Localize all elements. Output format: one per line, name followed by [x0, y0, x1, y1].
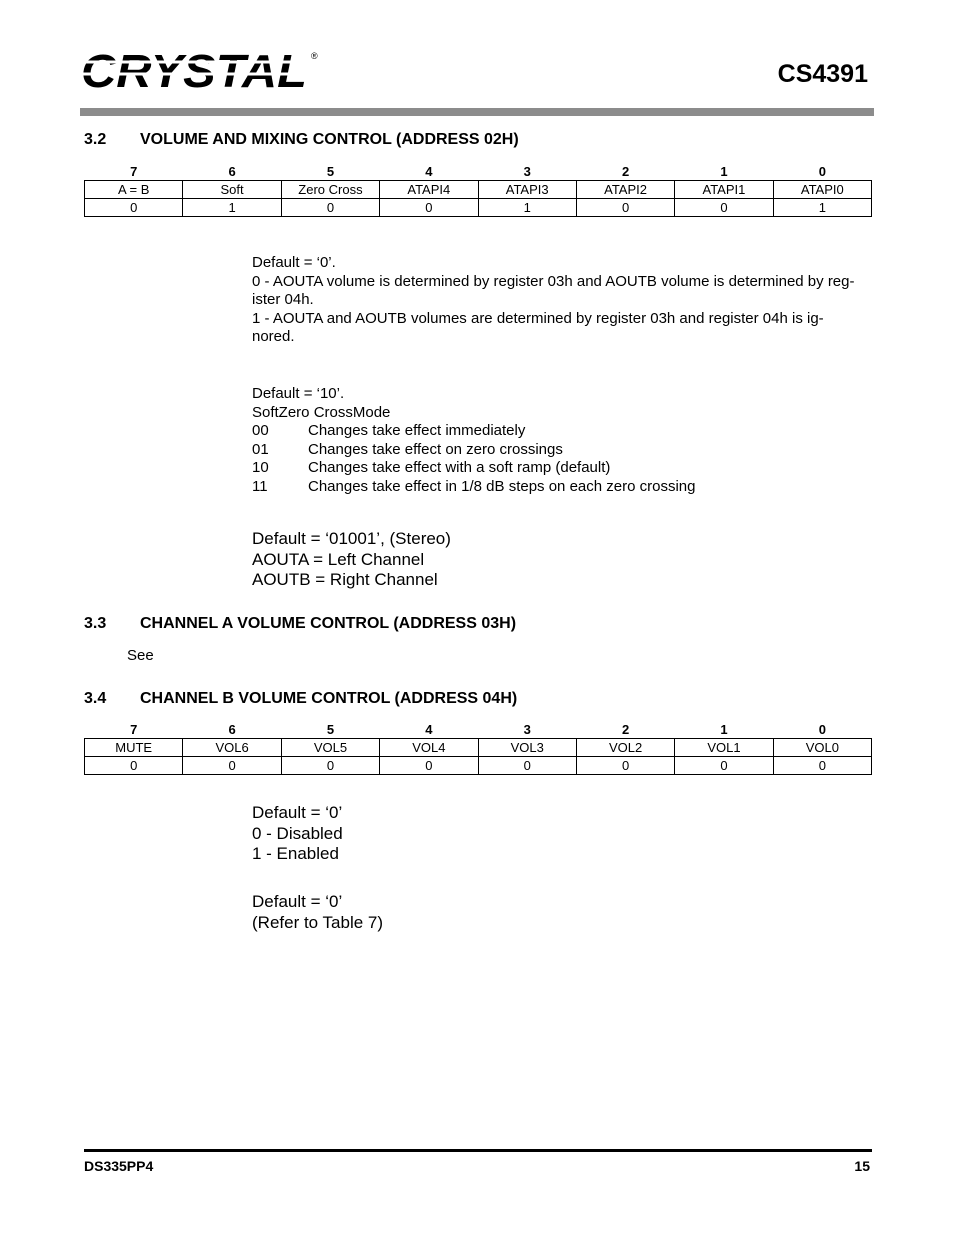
bit-default: 0	[675, 199, 773, 217]
part-number: CS4391	[777, 60, 868, 88]
register-02h-table	[84, 162, 872, 217]
section-3-3-title: CHANNEL A VOLUME CONTROL (ADDRESS 03H)	[140, 615, 517, 632]
crystal-logo	[79, 47, 319, 93]
vol-description	[252, 892, 383, 933]
bit-default: 0	[183, 757, 281, 775]
bit-number: 0	[818, 163, 826, 179]
bit-name: ATAPI0	[773, 181, 871, 199]
register-04h-table	[84, 720, 872, 775]
bit-number-row	[85, 720, 872, 739]
section-3-3-body: See	[127, 647, 154, 664]
bit-default: 0	[85, 757, 183, 775]
mode-row	[252, 441, 874, 460]
bit-name: ATAPI2	[576, 181, 674, 199]
bit-name: A = B	[85, 181, 183, 199]
mode-code: 01	[252, 440, 269, 458]
bit-default: 0	[576, 199, 674, 217]
atapi-line-2: AOUTB = Right Channel	[252, 570, 438, 589]
atapi-default: Default = ‘01001’, (Stereo)	[252, 529, 451, 548]
bit-number: 7	[130, 163, 138, 179]
soft-default: Default = ‘10’.	[252, 385, 345, 402]
bit-name: ATAPI3	[478, 181, 576, 199]
bit-default: 0	[380, 199, 478, 217]
bit-default-row	[85, 757, 872, 775]
mode-code: 00	[252, 422, 269, 440]
bit-name: VOL1	[675, 739, 773, 757]
bit-name: Soft	[183, 181, 281, 199]
header-bar	[80, 108, 874, 116]
section-3-4-title: CHANNEL B VOLUME CONTROL (ADDRESS 04H)	[140, 690, 518, 707]
bit-default: 0	[675, 757, 773, 775]
atapi-description	[252, 529, 451, 591]
footer-rule	[84, 1149, 872, 1152]
ab-line-1: 1 - AOUTA and AOUTB volumes are determined by register 03h and register 04h is ig-	[252, 309, 824, 327]
bit-number: 7	[130, 721, 138, 737]
vol-line-1: (Refer to Table 7)	[252, 912, 384, 932]
ab-default: Default = ‘0’.	[252, 254, 336, 271]
bit-name: VOL0	[773, 739, 871, 757]
bit-default: 0	[85, 199, 183, 217]
mode-row	[252, 422, 874, 441]
bit-default: 1	[773, 199, 871, 217]
bit-number: 0	[818, 721, 826, 737]
atapi-line-1: AOUTA = Left Channel	[252, 549, 425, 569]
bit-number: 5	[326, 721, 335, 737]
vol-default: Default = ‘0’	[252, 892, 343, 911]
mute-default: Default = ‘0’	[252, 803, 343, 822]
bit-number: 6	[228, 163, 236, 179]
bit-name: VOL2	[576, 739, 674, 757]
bit-number: 3	[523, 721, 531, 737]
bit-number: 2	[621, 163, 630, 179]
bit-number: 1	[720, 721, 728, 737]
mode-row	[252, 459, 874, 478]
bit-default: 0	[576, 757, 674, 775]
bit-name: VOL3	[478, 739, 576, 757]
bit-number: 4	[425, 163, 433, 179]
bit-default: 0	[773, 757, 871, 775]
mode-desc: Changes take effect immediately	[308, 422, 526, 440]
mute-line-1: 1 - Enabled	[252, 844, 339, 863]
section-3-4-number: 3.4	[84, 690, 107, 707]
bit-name: MUTE	[85, 739, 183, 757]
bit-number: 3	[523, 163, 531, 179]
mode-desc: Changes take effect in 1/8 dB steps on each zero crossing	[308, 477, 696, 495]
bit-default: 0	[478, 757, 576, 775]
bit-number: 2	[621, 721, 630, 737]
bit-name-row	[85, 739, 872, 757]
ab-line-0b: ister 04h.	[252, 291, 314, 309]
mode-desc: Changes take effect on zero crossings	[308, 440, 563, 458]
bit-name: VOL6	[183, 739, 281, 757]
bit-number-row	[85, 162, 872, 181]
bit-number: 4	[425, 721, 433, 737]
bit-default-row	[85, 199, 872, 217]
bit-name: VOL4	[380, 739, 478, 757]
registered-mark: ®	[311, 51, 318, 61]
svg-text:CRYSTAL: CRYSTAL	[81, 47, 307, 93]
bit-number: 6	[228, 721, 236, 737]
soft-description	[252, 385, 874, 497]
bit-default: 0	[380, 757, 478, 775]
bit-name-row	[85, 181, 872, 199]
section-3-2-title: VOLUME AND MIXING CONTROL (ADDRESS 02H)	[140, 131, 519, 148]
section-3-2-number: 3.2	[84, 131, 107, 148]
ab-description	[252, 254, 874, 347]
bit-number: 5	[326, 163, 335, 179]
ab-line-1b: nored.	[252, 328, 295, 346]
mode-row	[252, 478, 874, 497]
bit-default: 0	[281, 199, 379, 217]
mode-code: 11	[252, 477, 268, 495]
page-number: 15	[854, 1158, 870, 1174]
bit-name: ATAPI4	[380, 181, 478, 199]
bit-default: 1	[183, 199, 281, 217]
section-3-3-number: 3.3	[84, 615, 107, 632]
bit-default: 1	[478, 199, 576, 217]
ab-line-0: 0 - AOUTA volume is determined by register 03h and AOUTB volume is determined by reg-	[252, 272, 855, 290]
mute-description	[252, 803, 343, 865]
bit-number: 1	[720, 163, 728, 179]
soft-header: SoftZero CrossMode	[252, 403, 391, 421]
bit-default: 0	[281, 757, 379, 775]
document-id: DS335PP4	[84, 1158, 154, 1174]
mute-line-0: 0 - Disabled	[252, 823, 343, 843]
bit-name: Zero Cross	[281, 181, 379, 199]
bit-name: VOL5	[281, 739, 379, 757]
bit-name: ATAPI1	[675, 181, 773, 199]
mode-desc: Changes take effect with a soft ramp (default)	[308, 459, 611, 477]
mode-code: 10	[252, 459, 269, 477]
